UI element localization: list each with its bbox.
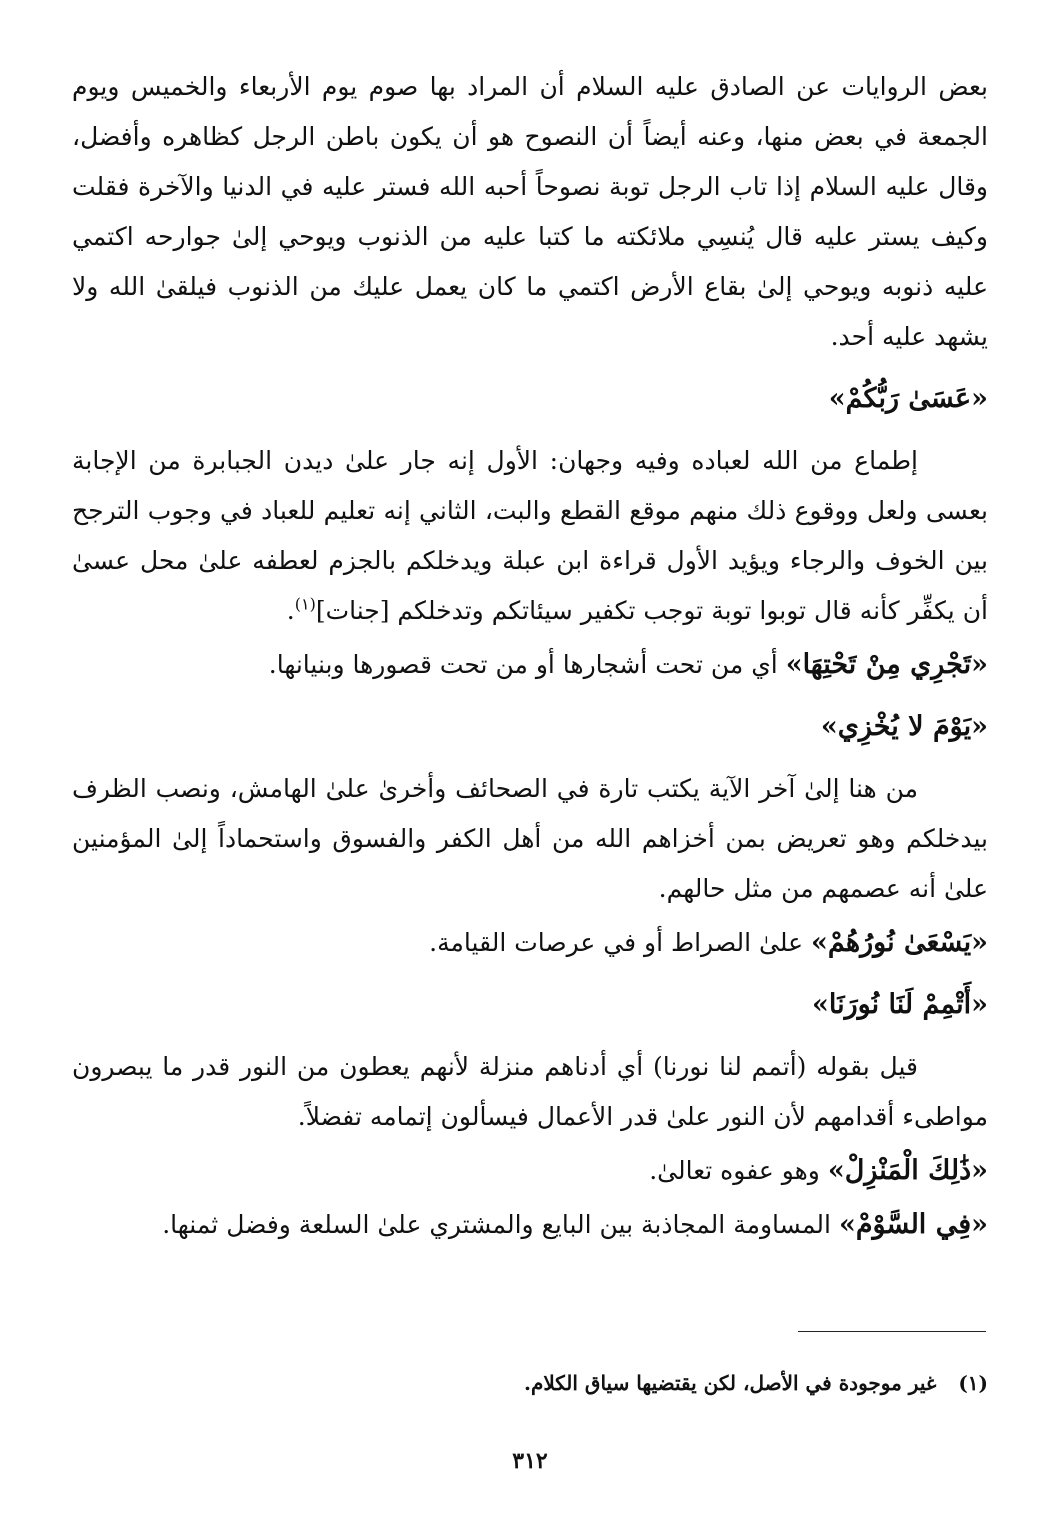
entry-yasaa-text: علىٰ الصراط أو في عرصات القيامة. bbox=[429, 928, 811, 957]
entry-dhalika-text: وهو عفوه تعالىٰ. bbox=[649, 1156, 828, 1185]
main-text bbox=[72, 62, 988, 1254]
entry-tajri bbox=[72, 640, 988, 690]
heading-yawma-la-yukhzi: «يَوْمَ لا يُخْزِي» bbox=[820, 711, 988, 742]
page-number: ٣١٢ bbox=[512, 1448, 548, 1474]
footnote bbox=[288, 1368, 988, 1398]
entry-sawm-text: المساومة المجاذبة بين البايع والمشتري علىٰ السلعة وفضل ثمنها. bbox=[162, 1210, 839, 1239]
entry-sawm bbox=[72, 1200, 988, 1250]
entry-yasaa bbox=[72, 918, 988, 968]
entry-dhalika bbox=[72, 1146, 988, 1196]
heading-atmim: «أَتْمِمْ لَنَا نُورَنَا» bbox=[812, 989, 988, 1020]
entry-tajri-text: أي من تحت أشجارها أو من تحت قصورها وبنيانها. bbox=[268, 650, 786, 679]
heading-asa-rabbukum: «عَسَىٰ رَبُّكُمْ» bbox=[828, 383, 988, 414]
footnote-divider bbox=[798, 1331, 986, 1332]
entry-yasaa-term: «يَسْعَىٰ نُورُهُمْ» bbox=[811, 927, 988, 958]
entry-tajri-term: «تَجْرِي مِنْ تَحْتِهَا» bbox=[785, 649, 988, 680]
footnote-text: غير موجودة في الأصل، لكن يقتضيها سياق الكلام. bbox=[523, 1371, 937, 1395]
paragraph-4: قيل بقوله (أتمم لنا نورنا) أي أدناهم منزلة لأنهم يعطون من النور قدر ما يبصرون مواطىء أقدامهم لأن النور علىٰ قدر الأعمال فيسألون إتمامه تفضلاً. bbox=[72, 1052, 988, 1131]
paragraph-2 bbox=[72, 436, 988, 636]
entry-dhalika-term: «ذَٰلِكَ الْمَنْزِلْ» bbox=[827, 1155, 988, 1186]
footnote-number: (١) bbox=[958, 1371, 988, 1395]
paragraph-2-text: إطماع من الله لعباده وفيه وجهان: الأول إنه جار علىٰ ديدن الجبابرة من الإجابة بعسى ولعل ووقوع ذلك منهم موقع القطع والبت، الثاني إنه تعليم للعباد في وجوب الترجح بين الخوف والرجاء ويؤيد الأول قراءة ابن عبلة ويدخلكم بالجزم لعطفه علىٰ محل عسىٰ أن يكفِّر كأنه قال توبوا توبة توجب تكفير سيئاتكم وتدخلكم [جنات] bbox=[72, 446, 988, 625]
paragraph-3: من هنا إلىٰ آخر الآية يكتب تارة في الصحائف وأخرىٰ علىٰ الهامش، ونصب الظرف بيدخلكم وهو تعريض بمن أخزاهم الله من أهل الكفر والفسوق واستحماداً إلىٰ المؤمنين علىٰ أنه عصمهم من مثل حالهم. bbox=[72, 774, 988, 903]
entry-sawm-term: «فِي السَّوْمْ» bbox=[838, 1209, 988, 1240]
paragraph-2-end: . bbox=[286, 596, 295, 625]
paragraph-1: بعض الروايات عن الصادق عليه السلام أن المراد بها صوم يوم الأربعاء والخميس ويوم الجمعة في بعض منها، وعنه أيضاً أن النصوح هو أن يكون باطن الرجل كظاهره وأفضل، وقال عليه السلام إذا تاب الرجل توبة نصوحاً أحبه الله فستر عليه في الدنيا والآخرة فقلت وكيف يستر عليه قال يُنسِي ملائكته ما كتبا عليه من الذنوب ويوحي إلىٰ جوارحه اكتمي عليه ذنوبه ويوحي إلىٰ بقاع الأرض اكتمي ما كان يعمل عليك من الذنوب فيلقىٰ الله ولا يشهد عليه أحد. bbox=[72, 72, 988, 351]
footnote-reference[interactable]: (١) bbox=[294, 594, 316, 614]
